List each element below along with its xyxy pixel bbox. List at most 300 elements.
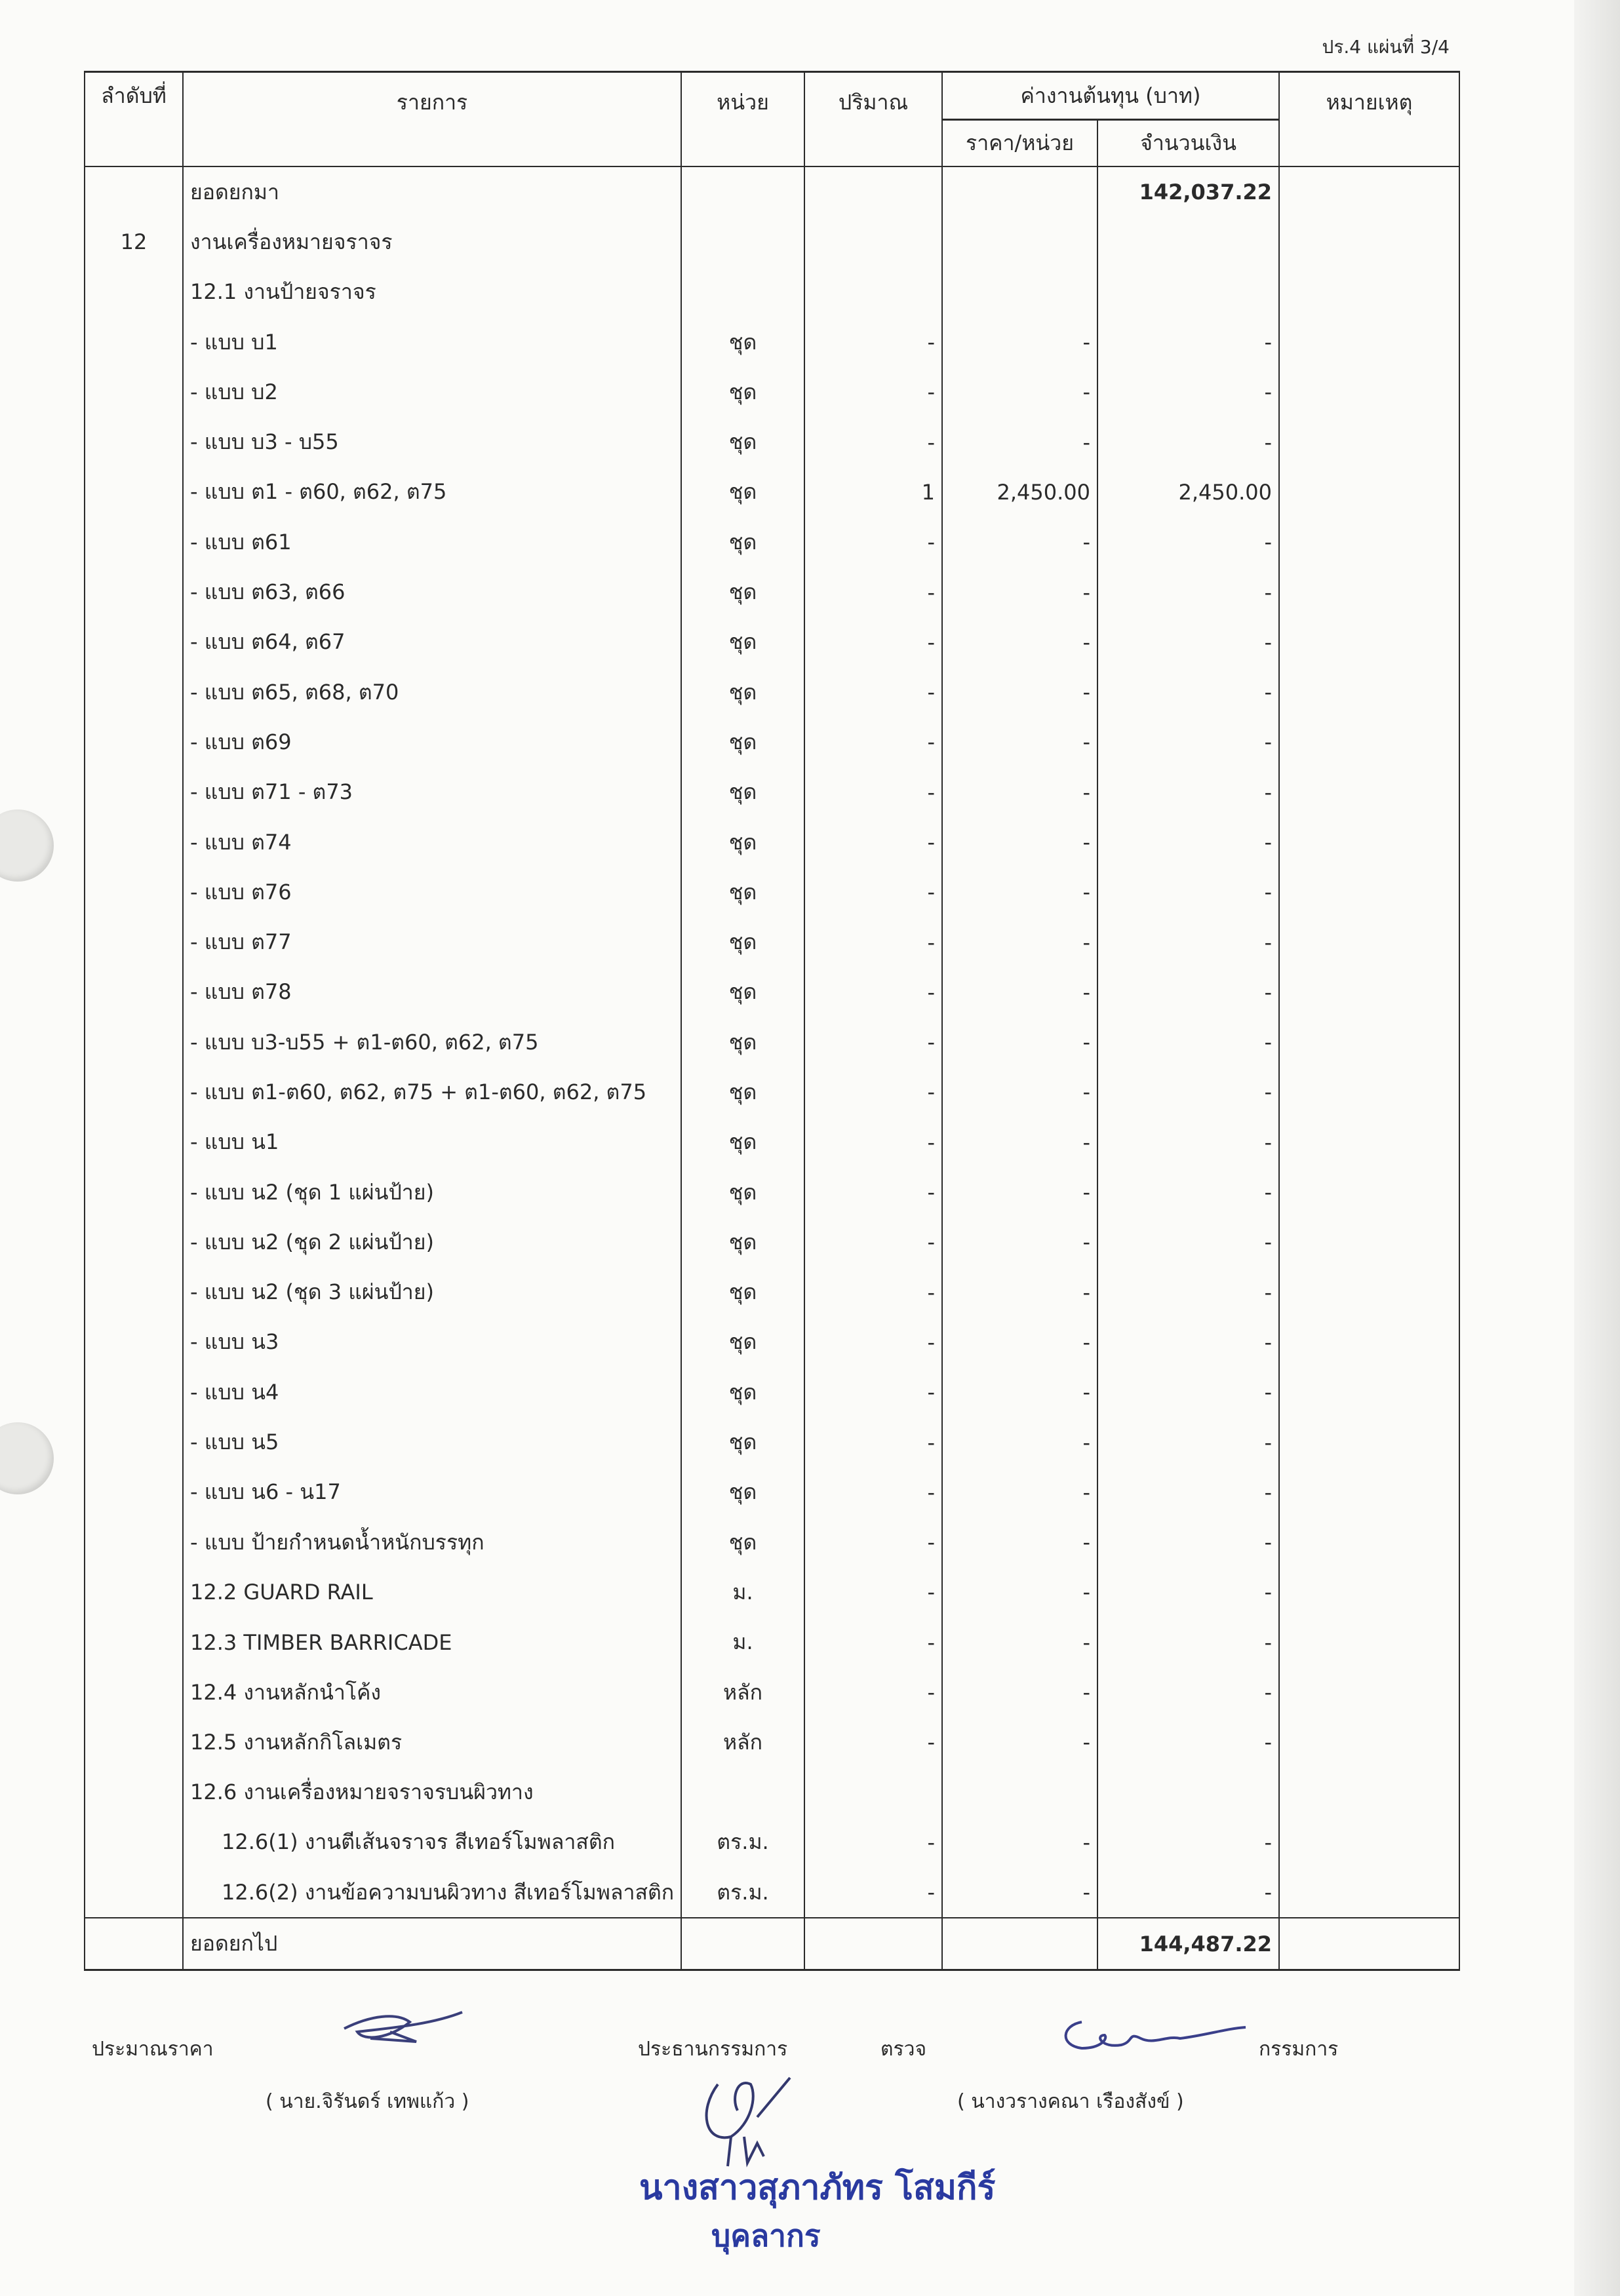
row-quantity: - [804, 1017, 942, 1067]
row-unit: ชุด [681, 1217, 804, 1267]
row-remark [1279, 1217, 1459, 1267]
row-quantity: - [804, 567, 942, 617]
row-amount: - [1097, 768, 1279, 817]
row-remark [1279, 768, 1459, 817]
sheet-reference: ปร.4 แผ่นที่ 3/4 [1322, 36, 1450, 58]
row-item: - แบบ บ2 [183, 367, 681, 417]
row-unit-price [942, 166, 1097, 217]
row-unit: ชุด [681, 867, 804, 917]
row-amount: - [1097, 1867, 1279, 1918]
table-body [85, 166, 1459, 1970]
row-remark [1279, 1118, 1459, 1167]
row-amount: 2,450.00 [1097, 467, 1279, 517]
row-unit: ชุด [681, 367, 804, 417]
row-unit: ม. [681, 1567, 804, 1617]
row-amount: - [1097, 967, 1279, 1017]
row-quantity: - [804, 1517, 942, 1567]
row-unit: ชุด [681, 1367, 804, 1417]
row-number [85, 1367, 183, 1417]
row-unit-price: - [942, 567, 1097, 617]
row-number [85, 1717, 183, 1767]
row-unit: ชุด [681, 1417, 804, 1467]
row-unit-price [942, 1918, 1097, 1970]
table-row [85, 967, 1459, 1017]
row-item: - แบบ น3 [183, 1317, 681, 1367]
row-quantity: - [804, 1867, 942, 1918]
row-amount: - [1097, 1367, 1279, 1417]
table-row [85, 417, 1459, 467]
row-item: - แบบ น2 (ชุด 1 แผ่นป้าย) [183, 1167, 681, 1217]
header-cost-group: ค่างานต้นทุน (บาท) [942, 72, 1279, 120]
row-unit: ตร.ม. [681, 1867, 804, 1918]
row-quantity: - [804, 417, 942, 467]
row-unit-price: - [942, 1517, 1097, 1567]
row-amount: - [1097, 1618, 1279, 1667]
row-number [85, 166, 183, 217]
row-unit-price: - [942, 1818, 1097, 1867]
row-item: - แบบ ต61 [183, 517, 681, 567]
row-remark [1279, 1017, 1459, 1067]
row-unit-price: - [942, 1567, 1097, 1617]
row-unit-price: - [942, 1717, 1097, 1767]
row-amount: - [1097, 1268, 1279, 1317]
row-quantity: - [804, 667, 942, 717]
title-stamp: บุคลากร [711, 2218, 821, 2253]
table-row [85, 217, 1459, 267]
row-amount: - [1097, 867, 1279, 917]
row-quantity: 1 [804, 467, 942, 517]
row-unit: ชุด [681, 467, 804, 517]
row-number [85, 317, 183, 367]
row-remark [1279, 667, 1459, 717]
table-row [85, 166, 1459, 217]
row-remark [1279, 1918, 1459, 1970]
row-number [85, 1618, 183, 1667]
row-unit-price: - [942, 1217, 1097, 1267]
row-quantity: - [804, 1167, 942, 1217]
table-row [85, 317, 1459, 367]
row-item: 12.6 งานเครื่องหมายจราจรบนผิวทาง [183, 1768, 681, 1818]
row-quantity [804, 267, 942, 317]
row-item: 12.5 งานหลักกิโลเมตร [183, 1717, 681, 1767]
row-amount: - [1097, 1217, 1279, 1267]
check-label: ตรวจ [880, 2038, 927, 2061]
row-quantity: - [804, 967, 942, 1017]
table-row [85, 1317, 1459, 1367]
table-row [85, 1918, 1459, 1970]
row-amount: - [1097, 717, 1279, 767]
row-number [85, 517, 183, 567]
row-unit: ชุด [681, 667, 804, 717]
header-remark: หมายเหตุ [1279, 72, 1459, 167]
row-item: - แบบ ต63, ต66 [183, 567, 681, 617]
table-row [85, 517, 1459, 567]
cost-estimate-table [84, 71, 1460, 1971]
row-unit-price: - [942, 1367, 1097, 1417]
row-unit [681, 1768, 804, 1818]
table-row [85, 1067, 1459, 1117]
row-number [85, 567, 183, 617]
row-quantity: - [804, 1417, 942, 1467]
header-row [85, 72, 1459, 120]
row-number [85, 717, 183, 767]
row-quantity [804, 217, 942, 267]
row-unit: ชุด [681, 1118, 804, 1167]
row-unit-price: - [942, 1867, 1097, 1918]
estimator-signature [331, 2002, 488, 2055]
table-row [85, 1118, 1459, 1167]
row-unit-price: - [942, 1317, 1097, 1367]
table-row [85, 1268, 1459, 1317]
table-row [85, 1417, 1459, 1467]
member-name: ( นางวรางคณา เรืองสังข์ ) [957, 2090, 1184, 2113]
row-amount: - [1097, 1567, 1279, 1617]
row-item: - แบบ ต69 [183, 717, 681, 767]
chair-label: ประธานกรรมการ [638, 2038, 788, 2061]
row-item: - แบบ ต77 [183, 917, 681, 967]
table-row [85, 467, 1459, 517]
header-amount: จำนวนเงิน [1097, 120, 1279, 167]
row-unit-price: - [942, 317, 1097, 367]
row-unit: ชุด [681, 567, 804, 617]
table-row [85, 1217, 1459, 1267]
page-edge-shadow [1574, 0, 1620, 2296]
row-item: - แบบ น1 [183, 1118, 681, 1167]
row-item: 12.4 งานหลักนำโค้ง [183, 1667, 681, 1717]
row-item: 12.1 งานป้ายจราจร [183, 267, 681, 317]
chair-signature [692, 2071, 797, 2170]
row-item: งานเครื่องหมายจราจร [183, 217, 681, 267]
table-row [85, 617, 1459, 667]
row-remark [1279, 567, 1459, 617]
row-item: - แบบ ป้ายกำหนดน้ำหนักบรรทุก [183, 1517, 681, 1567]
row-amount: - [1097, 367, 1279, 417]
row-unit-price: - [942, 517, 1097, 567]
row-item: - แบบ น6 - น17 [183, 1468, 681, 1517]
table-row [85, 1517, 1459, 1567]
row-unit-price: - [942, 1417, 1097, 1467]
row-amount: - [1097, 1417, 1279, 1467]
row-amount: - [1097, 1067, 1279, 1117]
row-number [85, 667, 183, 717]
row-amount: - [1097, 617, 1279, 667]
row-remark [1279, 1567, 1459, 1617]
row-remark [1279, 1317, 1459, 1367]
row-unit: ชุด [681, 1317, 804, 1367]
row-unit-price: - [942, 667, 1097, 717]
row-quantity: - [804, 1468, 942, 1517]
row-unit-price: - [942, 867, 1097, 917]
row-quantity: - [804, 1268, 942, 1317]
row-unit: ชุด [681, 967, 804, 1017]
row-number [85, 917, 183, 967]
row-unit-price: - [942, 1667, 1097, 1717]
table-row [85, 1468, 1459, 1517]
header-unit-price: ราคา/หน่วย [942, 120, 1097, 167]
row-remark [1279, 917, 1459, 967]
row-amount: - [1097, 567, 1279, 617]
row-number [85, 1217, 183, 1267]
row-item: - แบบ ต1 - ต60, ต62, ต75 [183, 467, 681, 517]
row-item: - แบบ ต74 [183, 817, 681, 867]
estimator-name: ( นาย.จิรันดร์ เทพแก้ว ) [266, 2090, 469, 2113]
row-unit-price: - [942, 417, 1097, 467]
row-unit: หลัก [681, 1667, 804, 1717]
row-unit: ชุด [681, 1067, 804, 1117]
row-unit [681, 217, 804, 267]
table-row [85, 1667, 1459, 1717]
row-unit-price: 2,450.00 [942, 467, 1097, 517]
row-unit-price [942, 267, 1097, 317]
table-row [85, 1618, 1459, 1667]
row-quantity: - [804, 1717, 942, 1767]
table-row [85, 1167, 1459, 1217]
row-item: ยอดยกมา [183, 166, 681, 217]
row-unit: ชุด [681, 1517, 804, 1567]
row-unit: ม. [681, 1618, 804, 1667]
row-unit: ตร.ม. [681, 1818, 804, 1867]
table-row [85, 567, 1459, 617]
row-item: 12.6(2) งานข้อความบนผิวทาง สีเทอร์โมพลาสติก [183, 1867, 681, 1918]
table-row [85, 1717, 1459, 1767]
row-item: - แบบ ต71 - ต73 [183, 768, 681, 817]
row-amount: - [1097, 417, 1279, 467]
row-number [85, 1517, 183, 1567]
row-remark [1279, 517, 1459, 567]
row-remark [1279, 1667, 1459, 1717]
row-quantity: - [804, 1818, 942, 1867]
row-unit-price: - [942, 1167, 1097, 1217]
row-item: - แบบ บ1 [183, 317, 681, 367]
table-row [85, 917, 1459, 967]
row-quantity [804, 1768, 942, 1818]
row-unit-price: - [942, 1067, 1097, 1117]
row-quantity: - [804, 617, 942, 667]
row-quantity: - [804, 768, 942, 817]
row-remark [1279, 1618, 1459, 1667]
table-row [85, 768, 1459, 817]
row-remark [1279, 1468, 1459, 1517]
row-item: ยอดยกไป [183, 1918, 681, 1970]
row-unit: ชุด [681, 917, 804, 967]
row-unit-price: - [942, 1017, 1097, 1067]
row-quantity: - [804, 517, 942, 567]
row-unit: ชุด [681, 517, 804, 567]
row-item: - แบบ ต64, ต67 [183, 617, 681, 667]
row-quantity: - [804, 1217, 942, 1267]
row-number [85, 417, 183, 467]
row-remark [1279, 267, 1459, 317]
row-amount: - [1097, 1468, 1279, 1517]
row-quantity: - [804, 1367, 942, 1417]
row-unit-price [942, 217, 1097, 267]
row-number [85, 967, 183, 1017]
row-quantity: - [804, 1067, 942, 1117]
row-number [85, 1317, 183, 1367]
row-unit: ชุด [681, 317, 804, 367]
row-remark [1279, 817, 1459, 867]
header-item: รายการ [183, 72, 681, 167]
row-unit-price: - [942, 967, 1097, 1017]
row-unit-price: - [942, 1118, 1097, 1167]
table-row [85, 717, 1459, 767]
row-unit: หลัก [681, 1717, 804, 1767]
row-quantity [804, 1918, 942, 1970]
table-row [85, 1567, 1459, 1617]
row-number [85, 768, 183, 817]
row-remark [1279, 1867, 1459, 1918]
row-item: - แบบ น5 [183, 1417, 681, 1467]
row-unit: ชุด [681, 1017, 804, 1067]
row-unit-price: - [942, 817, 1097, 867]
punch-hole [0, 809, 54, 882]
row-amount: - [1097, 1317, 1279, 1367]
row-amount: 142,037.22 [1097, 166, 1279, 217]
row-unit-price: - [942, 768, 1097, 817]
row-remark [1279, 467, 1459, 517]
row-remark [1279, 166, 1459, 217]
row-amount [1097, 267, 1279, 317]
row-quantity: - [804, 717, 942, 767]
row-number [85, 1167, 183, 1217]
row-quantity: - [804, 867, 942, 917]
row-remark [1279, 1818, 1459, 1867]
estimator-label: ประมาณราคา [92, 2038, 214, 2061]
row-unit [681, 267, 804, 317]
row-unit-price: - [942, 917, 1097, 967]
row-item: - แบบ น2 (ชุด 3 แผ่นป้าย) [183, 1268, 681, 1317]
row-item: - แบบ ต78 [183, 967, 681, 1017]
row-remark [1279, 1768, 1459, 1818]
row-remark [1279, 1367, 1459, 1417]
row-unit: ชุด [681, 417, 804, 467]
table-row [85, 1768, 1459, 1818]
row-number [85, 1567, 183, 1617]
row-quantity: - [804, 1618, 942, 1667]
name-stamp: นางสาวสุภาภัทร โสมกีร์ [639, 2168, 996, 2208]
row-unit-price: - [942, 1268, 1097, 1317]
row-item: - แบบ น2 (ชุด 2 แผ่นป้าย) [183, 1217, 681, 1267]
table-row [85, 667, 1459, 717]
table-row [85, 817, 1459, 867]
row-unit-price [942, 1768, 1097, 1818]
row-number [85, 1118, 183, 1167]
row-amount: - [1097, 517, 1279, 567]
row-amount: - [1097, 1167, 1279, 1217]
header-qty: ปริมาณ [804, 72, 942, 167]
row-unit [681, 1918, 804, 1970]
member-label: กรรมการ [1259, 2038, 1339, 2061]
row-unit: ชุด [681, 1468, 804, 1517]
row-amount: - [1097, 1667, 1279, 1717]
row-item: 12.2 GUARD RAIL [183, 1567, 681, 1617]
row-number [85, 1667, 183, 1717]
row-unit: ชุด [681, 817, 804, 867]
row-number [85, 1268, 183, 1317]
row-item: 12.3 TIMBER BARRICADE [183, 1618, 681, 1667]
row-remark [1279, 617, 1459, 667]
table-row [85, 1367, 1459, 1417]
row-remark [1279, 1167, 1459, 1217]
row-item: - แบบ น4 [183, 1367, 681, 1417]
table-row [85, 1017, 1459, 1067]
punch-hole [0, 1422, 54, 1494]
row-item: 12.6(1) งานตีเส้นจราจร สีเทอร์โมพลาสติก [183, 1818, 681, 1867]
row-unit: ชุด [681, 1268, 804, 1317]
row-amount [1097, 217, 1279, 267]
row-quantity: - [804, 1317, 942, 1367]
row-number [85, 1417, 183, 1467]
row-amount: - [1097, 917, 1279, 967]
row-quantity: - [804, 917, 942, 967]
row-number [85, 1867, 183, 1918]
row-amount [1097, 1768, 1279, 1818]
header-unit: หน่วย [681, 72, 804, 167]
row-remark [1279, 867, 1459, 917]
row-item: - แบบ บ3-บ55 + ต1-ต60, ต62, ต75 [183, 1017, 681, 1067]
row-number [85, 1067, 183, 1117]
row-remark [1279, 967, 1459, 1017]
row-number [85, 1818, 183, 1867]
row-number [85, 1017, 183, 1067]
row-remark [1279, 417, 1459, 467]
row-item: - แบบ บ3 - บ55 [183, 417, 681, 467]
row-unit-price: - [942, 717, 1097, 767]
row-amount: - [1097, 667, 1279, 717]
row-remark [1279, 1268, 1459, 1317]
row-item: - แบบ ต76 [183, 867, 681, 917]
table-row [85, 267, 1459, 317]
row-item: - แบบ ต1-ต60, ต62, ต75 + ต1-ต60, ต62, ต75 [183, 1067, 681, 1117]
row-quantity: - [804, 1567, 942, 1617]
row-number [85, 467, 183, 517]
row-unit [681, 166, 804, 217]
row-quantity: - [804, 1667, 942, 1717]
row-remark [1279, 1067, 1459, 1117]
row-remark [1279, 317, 1459, 367]
row-remark [1279, 367, 1459, 417]
table-row [85, 1867, 1459, 1918]
row-quantity: - [804, 1118, 942, 1167]
row-amount: - [1097, 1517, 1279, 1567]
row-number: 12 [85, 217, 183, 267]
row-amount: - [1097, 1017, 1279, 1067]
row-unit: ชุด [681, 617, 804, 667]
row-number [85, 1918, 183, 1970]
header-no: ลำดับที่ [85, 72, 183, 167]
row-number [85, 817, 183, 867]
row-remark [1279, 1717, 1459, 1767]
row-quantity: - [804, 367, 942, 417]
row-unit-price: - [942, 617, 1097, 667]
row-unit: ชุด [681, 717, 804, 767]
row-amount: 144,487.22 [1097, 1918, 1279, 1970]
row-number [85, 617, 183, 667]
table-row [85, 867, 1459, 917]
row-unit: ชุด [681, 768, 804, 817]
row-remark [1279, 217, 1459, 267]
row-unit: ชุด [681, 1167, 804, 1217]
row-unit-price: - [942, 1468, 1097, 1517]
row-quantity: - [804, 817, 942, 867]
row-amount: - [1097, 817, 1279, 867]
row-remark [1279, 1517, 1459, 1567]
row-remark [1279, 1417, 1459, 1467]
row-remark [1279, 717, 1459, 767]
table-row [85, 367, 1459, 417]
row-item: - แบบ ต65, ต68, ต70 [183, 667, 681, 717]
row-unit-price: - [942, 1618, 1097, 1667]
